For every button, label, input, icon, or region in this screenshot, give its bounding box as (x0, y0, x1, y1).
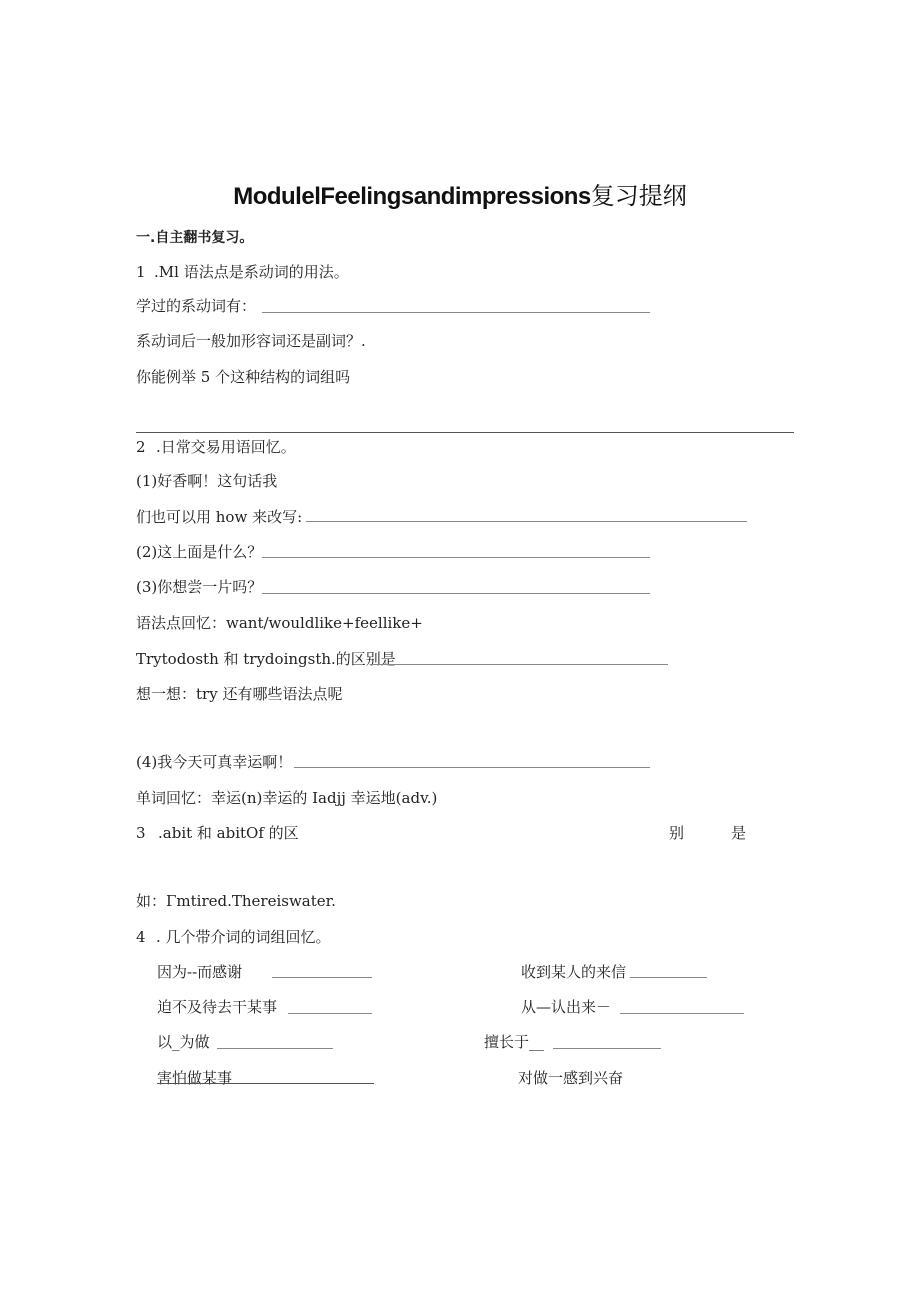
q2-try-diff: Trytodosth 和 trydoingsth.的区别是 (136, 650, 396, 668)
answer-blank[interactable] (370, 664, 668, 665)
phrase-item: 以_为做 (157, 1033, 210, 1051)
q3-example: 如：Γmtired.Thereiswater. (136, 892, 336, 910)
q4-text: . 几个带介词的词组回忆。 (156, 928, 331, 946)
answer-blank[interactable] (262, 312, 650, 313)
q2-text: .日常交易用语回忆。 (156, 438, 296, 456)
q2-item3: (3)你想尝一片吗？ (136, 578, 263, 596)
answer-line[interactable] (136, 432, 794, 433)
q2-item2: (2)这上面是什么？ (136, 543, 263, 561)
phrase-item: 因为--而感谢 (157, 963, 243, 981)
phrase-item: 迫不及待去干某事 (157, 998, 278, 1016)
page-title (0, 176, 920, 211)
answer-blank[interactable] (630, 977, 707, 978)
q3-bie: 别 (669, 824, 685, 842)
q1-learned-label: 学过的系动词有： (136, 297, 257, 315)
answer-blank[interactable] (262, 593, 650, 594)
phrase-item: 从—认出来－ (521, 998, 612, 1016)
phrase-item: 收到某人的来信 (521, 963, 627, 981)
q1-question: 系动词后一般加形容词还是副词？. (136, 332, 366, 350)
q1-number: 1 (136, 263, 146, 281)
answer-line[interactable] (157, 1083, 374, 1084)
phrase-item: 擅长于__ (484, 1033, 545, 1051)
q4-number: 4 (136, 928, 146, 946)
title-english: ModulelFeelingsandimpressions (233, 183, 591, 210)
title-chinese: 复习提纲 (590, 183, 687, 210)
q1-examples: 你能例举 5 个这种结构的词组吗 (136, 368, 351, 386)
answer-blank[interactable] (553, 1048, 661, 1049)
q2-item1: (1)好香啊！这句话我 (136, 472, 278, 490)
answer-blank[interactable] (288, 1013, 372, 1014)
q3-number: 3 (136, 824, 146, 842)
q2-item1-cont: 们也可以用 how 来改写: (136, 508, 303, 526)
q2-grammar: 语法点回忆：want/wouldlike+feellike+ (136, 614, 423, 632)
q2-item4: (4)我今天可真幸运啊！ (136, 753, 293, 771)
answer-blank[interactable] (620, 1013, 744, 1014)
q3-text: .abit 和 abitOf 的区 (158, 824, 299, 842)
answer-blank[interactable] (217, 1048, 333, 1049)
q1-text: .Ml 语法点是系动词的用法。 (154, 263, 349, 281)
section-heading: 一.自主翻书复习。 (136, 230, 254, 246)
phrase-item: 对做一感到兴奋 (518, 1069, 624, 1087)
answer-blank[interactable] (262, 557, 650, 558)
answer-blank[interactable] (294, 767, 650, 768)
q2-think: 想一想：try 还有哪些语法点呢 (136, 685, 343, 703)
phrase-item: 害怕做某事 (157, 1069, 233, 1087)
answer-blank[interactable] (306, 521, 747, 522)
answer-blank[interactable] (272, 977, 372, 978)
q2-number: 2 (136, 438, 146, 456)
q3-shi: 是 (731, 824, 747, 842)
q2-vocab: 单词回忆：幸运(n)幸运的 Iadjj 幸运地(adv.) (136, 789, 438, 807)
